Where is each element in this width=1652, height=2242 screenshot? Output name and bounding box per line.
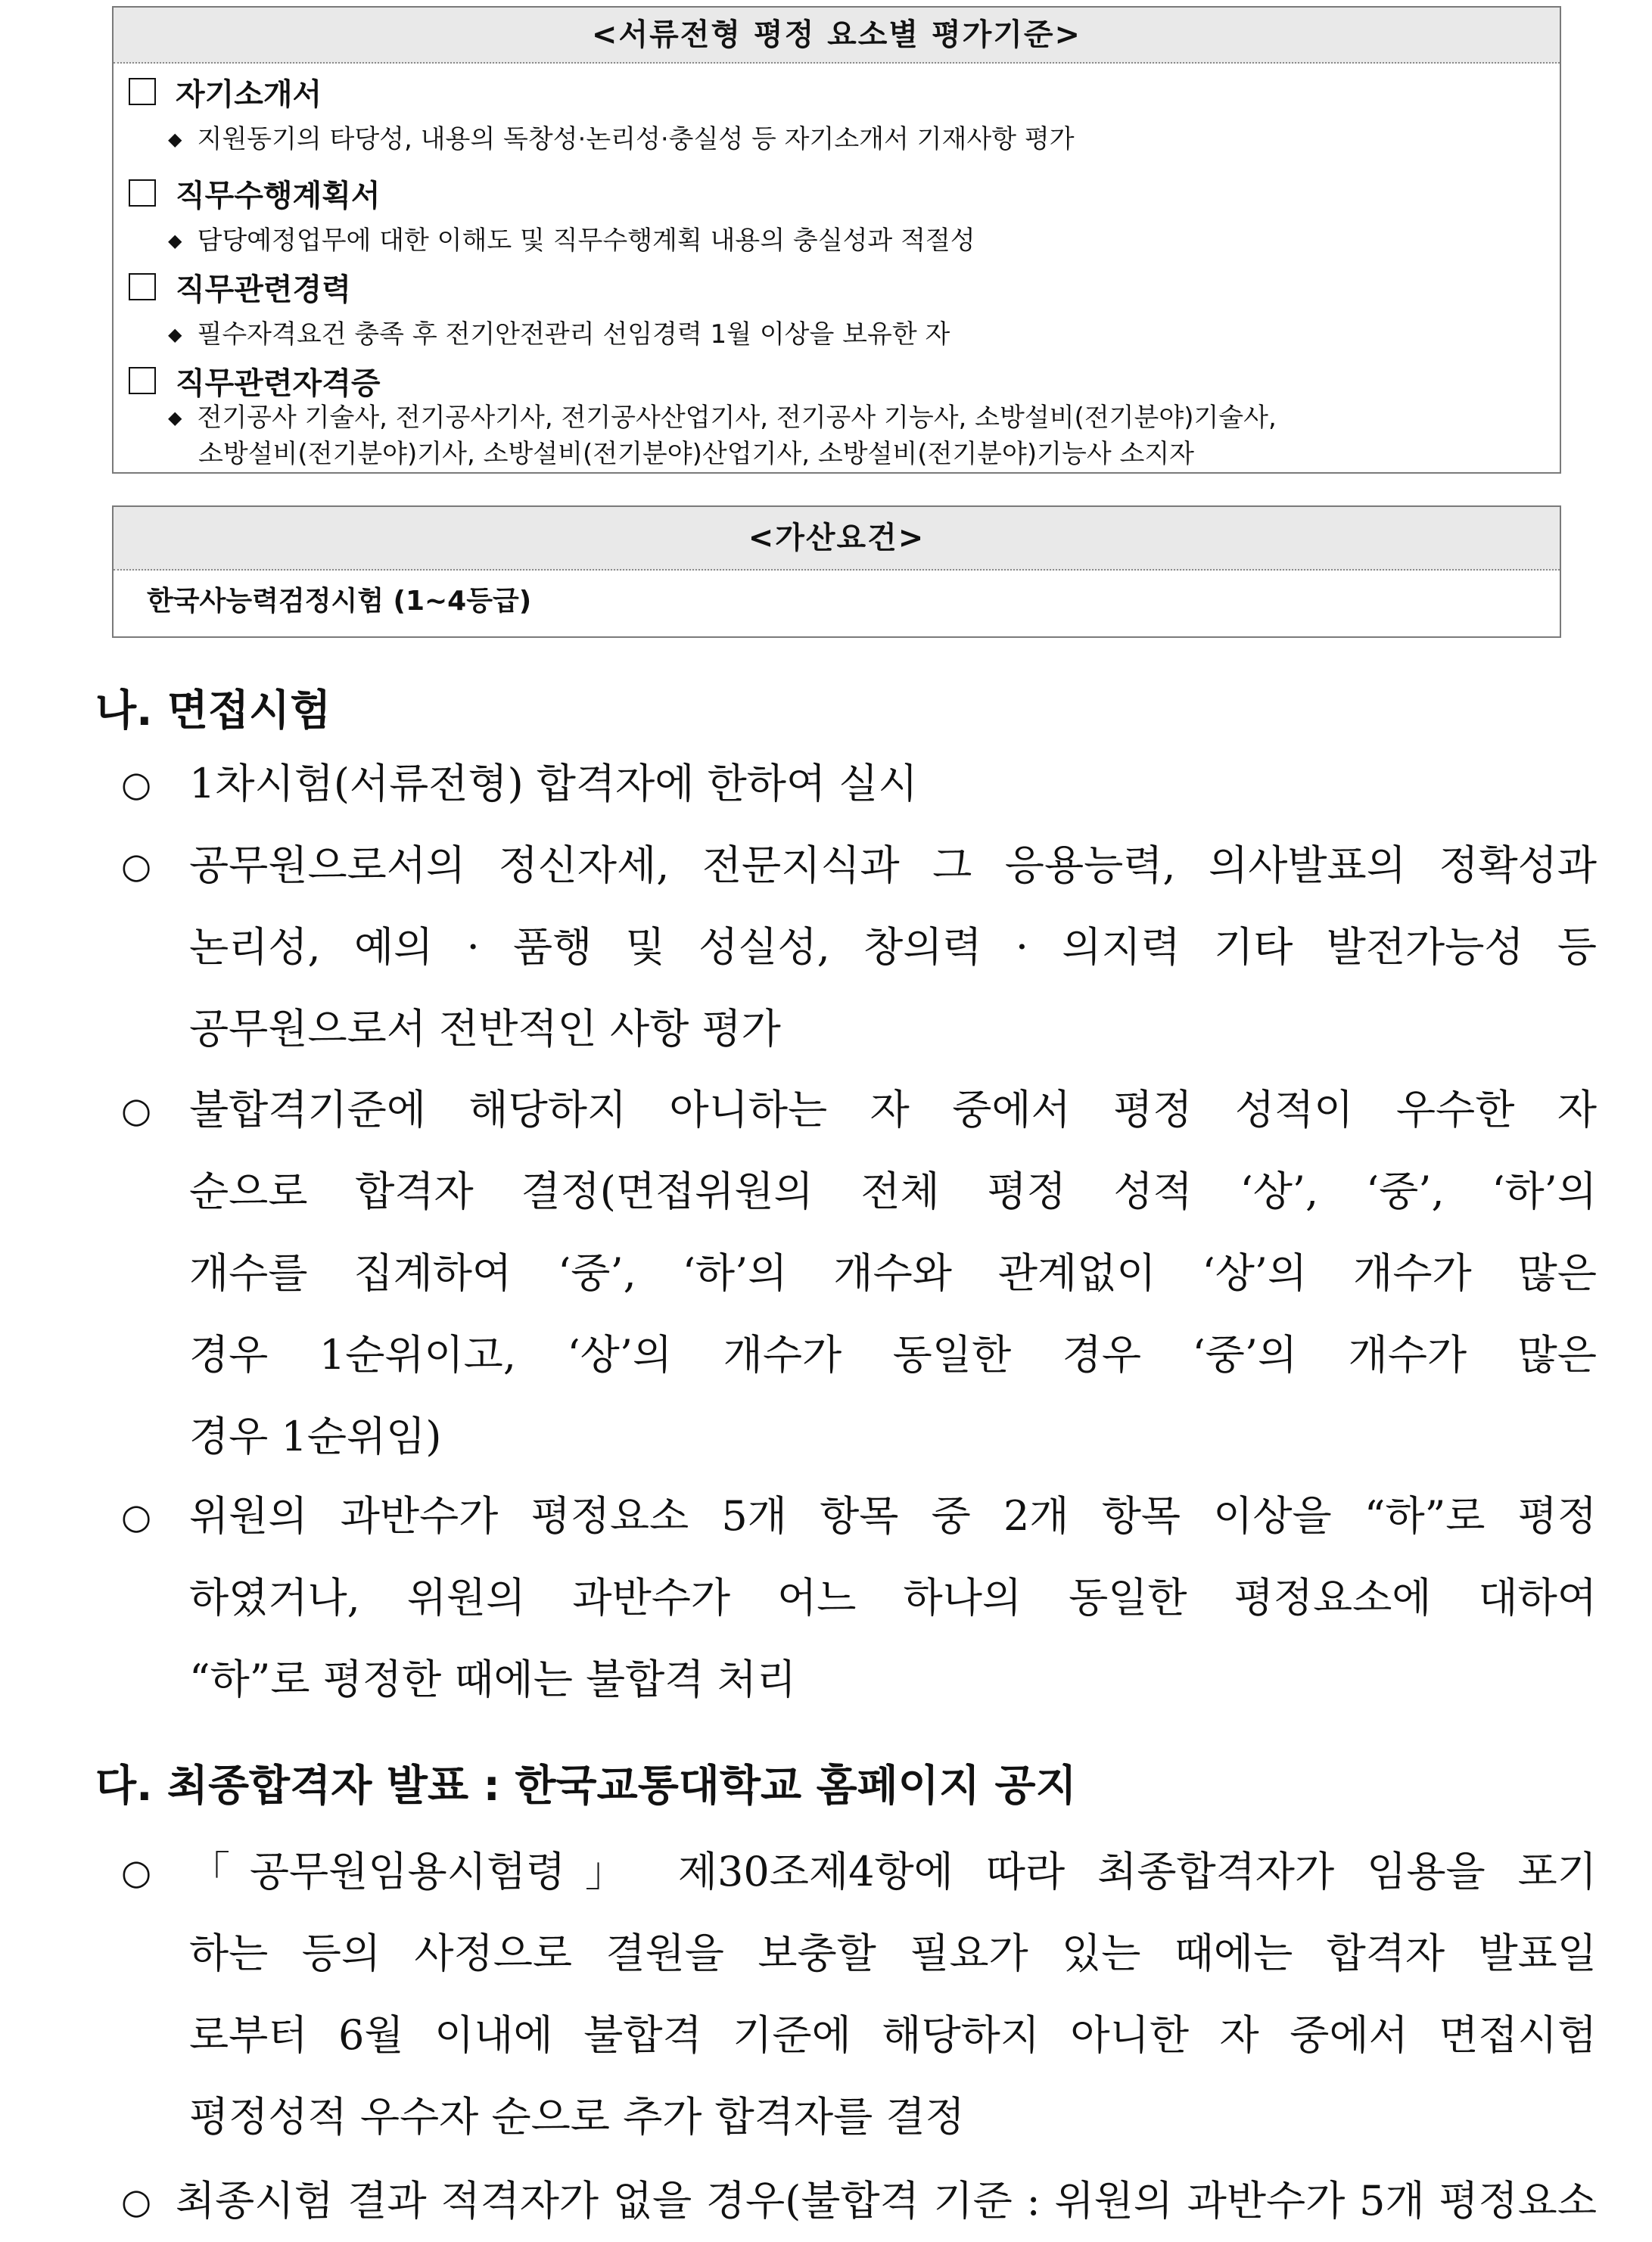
diamond-bullet-icon: ◆ (168, 324, 182, 345)
bonus-requirement-text: 한국사능력검정시험 (1~4등급) (147, 586, 532, 617)
circle-bullet-icon: ○ (121, 845, 152, 886)
bonus-box-title: <가산요건> (114, 507, 1560, 571)
criteria-detail-self-intro: ◆ 지원동기의 타당성, 내용의 독창성·논리성·충실성 등 자기소개서 기재사항 평가 (168, 121, 1075, 157)
criteria-detail-experience: ◆ 필수자격요건 충족 후 전기안전관리 선임경력 1월 이상을 보유한 자 (168, 316, 950, 353)
criteria-detail-certificates: ◆ 전기공사 기술사, 전기공사기사, 전기공사산업기사, 전기공사 기능사, 소방설비(전기분야)기술사, 소방설비(전기분야)기사, 소방설비(전기분야)산업기사, 소방설비(전기분야)기능사 소지자 (168, 400, 1277, 472)
diamond-bullet-icon: ◆ (168, 230, 182, 251)
criteria-heading-label: 직무수행계획서 (176, 178, 381, 213)
checkbox-icon (129, 179, 156, 207)
criteria-heading-label: 직무관련자격증 (176, 365, 381, 401)
circle-bullet-icon: ○ (121, 1852, 152, 1892)
section-title-interview: 나. 면접시험 (95, 686, 331, 735)
diamond-bullet-icon: ◆ (168, 129, 182, 150)
criteria-heading-label: 자기소개서 (176, 76, 322, 112)
criteria-heading-job-plan (129, 173, 380, 213)
checkbox-icon (129, 78, 156, 105)
criteria-heading-self-intro (129, 71, 322, 112)
criteria-box-title: <서류전형 평정 요소별 평가기준> (114, 8, 1560, 64)
checkbox-icon (129, 367, 156, 394)
circle-bullet-icon: ○ (121, 1496, 152, 1537)
interview-bullet-2: ○ 공무원으로서의 정신자세, 전문지식과 그 응용능력, 의사발표의 정확성과 논리성, 예의 · 품행 및 성실성, 창의력 · 의지력 기타 발전가능성 등 공무원으로서 전반적인 사항 평가 (121, 825, 1597, 1070)
checkbox-icon (129, 273, 156, 300)
interview-bullet-1: ○ 1차시험(서류전형) 합격자에 한하여 실시 (121, 743, 1597, 825)
diamond-bullet-icon: ◆ (168, 407, 182, 428)
section-title-final-announcement: 다. 최종합격자 발표 : 한국교통대학교 홈페이지 공지 (95, 1762, 1077, 1811)
final-bullet-1: ○ 「공무원임용시험령」 제30조제4항에 따라 최종합격자가 임용을 포기 하는 등의 사정으로 결원을 보충할 필요가 있는 때에는 합격자 발표일 로부터 6월 이내에 불합격 기준에 해당하지 아니한 자 중에서 면접시험 평정성적 우수자 순으로 추가 합격자를 결정 (121, 1831, 1597, 2158)
criteria-heading-experience (129, 266, 351, 307)
bonus-requirements-box (112, 505, 1561, 638)
interview-bullet-3: ○ 불합격기준에 해당하지 아니하는 자 중에서 평정 성적이 우수한 자 순으로 합격자 결정(면접위원의 전체 평정 성적 ‘상’, ‘중’, ‘하’의 개수를 집계하여 ‘중’, ‘하’의 개수와 관계없이 ‘상’의 개수가 많은 경우 1순위이고, ‘상’의 개수가 동일한 경우 ‘중’의 개수가 많은 경우 1순위임) (121, 1069, 1597, 1478)
criteria-heading-certificates (129, 360, 380, 401)
circle-bullet-icon: ○ (121, 763, 152, 804)
evaluation-criteria-box (112, 6, 1561, 474)
criteria-detail-job-plan: ◆ 담당예정업무에 대한 이해도 및 직무수행계획 내용의 충실성과 적절성 (168, 222, 975, 259)
circle-bullet-icon: ○ (121, 2181, 152, 2222)
final-bullet-2: ○ 최종시험 결과 적격자가 없을 경우(불합격 기준 : 위원의 과반수가 5개 평정요소 (121, 2160, 1597, 2242)
criteria-heading-label: 직무관련경력 (176, 272, 351, 307)
circle-bullet-icon: ○ (121, 1090, 152, 1130)
interview-bullet-4: ○ 위원의 과반수가 평정요소 5개 항목 중 2개 항목 이상을 “하”로 평정 하였거나, 위원의 과반수가 어느 하나의 동일한 평정요소에 대하여 “하”로 평정한 때에는 불합격 처리 (121, 1475, 1597, 1721)
